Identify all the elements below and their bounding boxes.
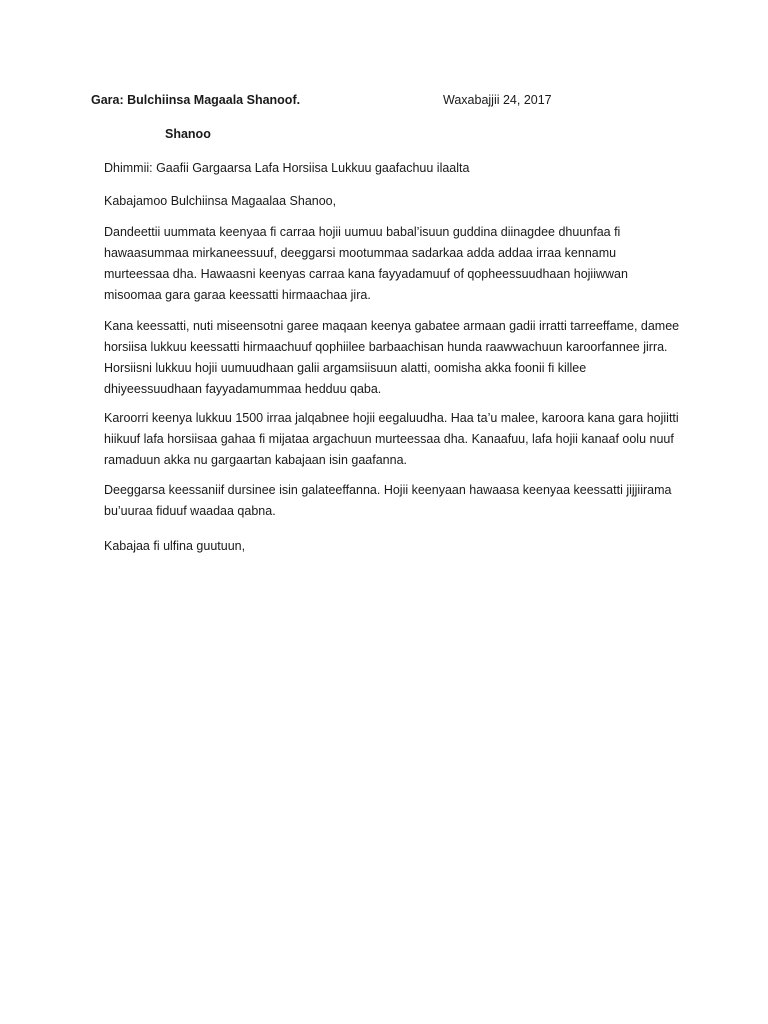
paragraph-2: Kana keessatti, nuti miseensotni garee maqaan keenya gabatee armaan gadii irratti tarreeffame, damee horsiisa lukkuu keessatti hirmaachuuf qophiilee barbaachisan hunda raawwachuun karoorfannee jirra. Horsiisni lukkuu hojii uumuudhaan galii argamsiisuun alatti, oomisha akka foonii fi killee dhiyeessuudhaan fayyadamummaa hedduu qaba. — [104, 319, 680, 396]
recipient-city: Shanoo — [165, 127, 211, 141]
salutation: Kabajamoo Bulchiinsa Magaalaa Shanoo, — [104, 194, 337, 208]
paragraph-3: Karoorri keenya lukkuu 1500 irraa jalqabnee hojii eegaluudha. Haa ta’u malee, karoora kana gara hojiitti hiikuuf lafa horsiisaa gahaa fi mijataa argachuun murteessaa dha. Kanaafuu, lafa hojii kanaaf oolu nuuf ramaduun akka nu gargaartan kabajaan isin gaafanna. — [104, 411, 679, 467]
closing-line: Kabajaa fi ulfina guutuun, — [104, 539, 246, 553]
paragraph-4: Deeggarsa keessaniif dursinee isin galateeffanna. Hojii keenyaan hawaasa keenyaa keessatti jijjiirama bu’uuraa fiduuf waadaa qabna. — [104, 483, 672, 518]
subject-line: Dhimmii: Gaafii Gargaarsa Lafa Horsiisa Lukkuu gaafachuu ilaalta — [104, 161, 470, 175]
letter-date: Waxabajjii 24, 2017 — [443, 93, 552, 107]
recipient-line: Gara: Bulchiinsa Magaala Shanoof. — [91, 93, 301, 107]
paragraph-1: Dandeettii uummata keenyaa fi carraa hojii uumuu babal’isuun guddina diinagdee dhuunfaa fi hawaasummaa mirkaneessuuf, deeggarsi mootummaa sadarkaa adda addaa irraa kennamu murteessaa dha. Hawaasni keenyas carraa kana fayyadamuuf of qopheessuudhaan hojiiwwan misoomaa gara garaa keessatti hirmaachaa jira. — [104, 225, 628, 302]
letter-header — [91, 93, 561, 111]
